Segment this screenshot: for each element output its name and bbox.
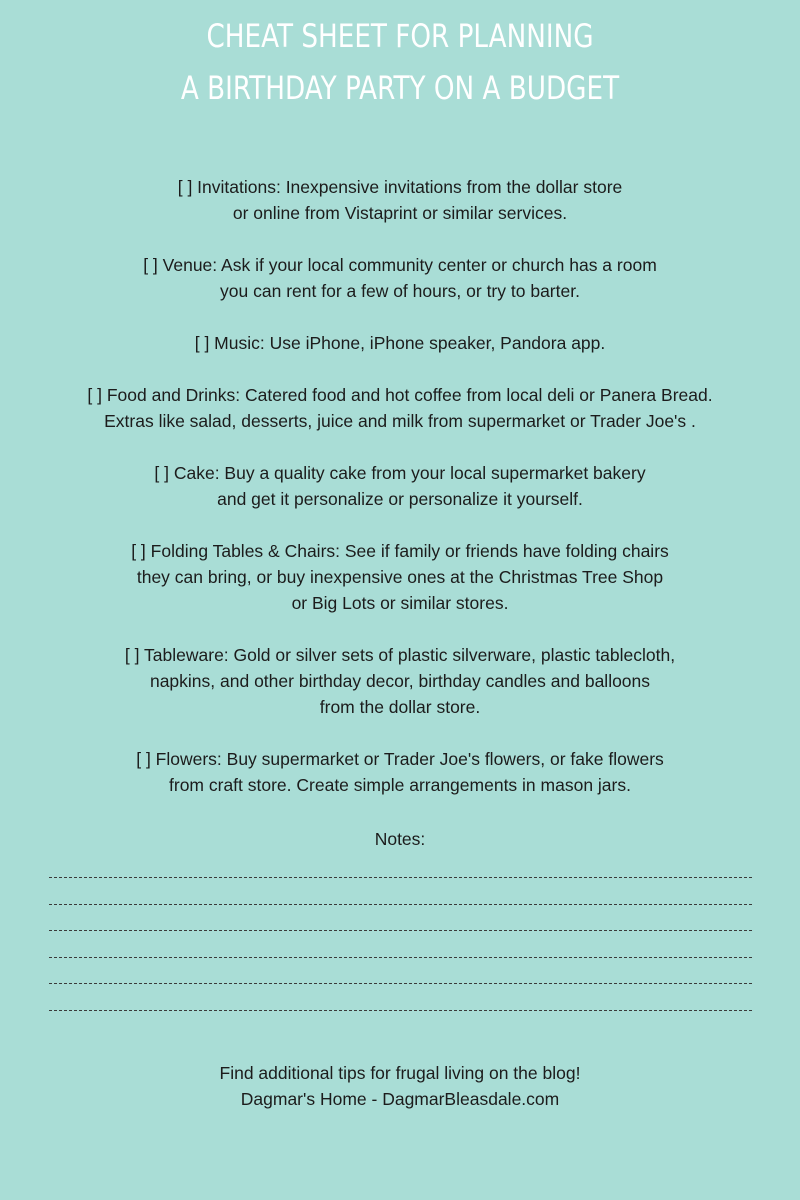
checklist-item-line: [ ] Flowers: Buy supermarket or Trader Joe's flowers, or fake flowers — [136, 749, 664, 769]
notes-dashed-line — [49, 930, 752, 931]
checklist-item-line: [ ] Folding Tables & Chairs: See if family or friends have folding chairs — [131, 541, 669, 561]
notes-dashed-line — [49, 957, 752, 958]
checklist-item-folding-tables-chairs — [0, 538, 800, 616]
footer — [0, 1060, 800, 1112]
checklist-item-line: napkins, and other birthday decor, birthday candles and balloons — [149, 671, 651, 691]
checklist-item-line: from craft store. Create simple arrangements in mason jars. — [169, 775, 631, 795]
notes-dashed-line — [49, 983, 752, 984]
notes-lines — [49, 877, 752, 1037]
checklist-item-line: [ ] Venue: Ask if your local community center or church has a room — [143, 255, 657, 275]
checklist-item-line: [ ] Music: Use iPhone, iPhone speaker, Pandora app. — [194, 333, 606, 353]
checklist-item-venue — [0, 252, 800, 304]
checklist-item-line: [ ] Invitations: Inexpensive invitations from the dollar store — [177, 177, 623, 197]
checklist-item-line: you can rent for a few of hours, or try to barter. — [220, 281, 580, 301]
checklist-item-food-and-drinks — [0, 382, 800, 434]
checklist-item-cake — [0, 460, 800, 512]
checklist-item-line: [ ] Food and Drinks: Catered food and hot coffee from local deli or Panera Bread. — [87, 385, 713, 405]
checklist-item-line: [ ] Cake: Buy a quality cake from your local supermarket bakery — [154, 463, 646, 483]
notes-dashed-line — [49, 904, 752, 905]
checklist-item-line: [ ] Tableware: Gold or silver sets of plastic silverware, plastic tablecloth, — [124, 645, 676, 665]
notes-label: Notes: — [374, 829, 426, 849]
checklist — [0, 174, 800, 824]
notes-dashed-line — [49, 1010, 752, 1011]
page-title — [72, 10, 728, 114]
checklist-item-line: or online from Vistaprint or similar services. — [232, 203, 568, 223]
footer-tip: Find additional tips for frugal living on the blog! — [219, 1063, 581, 1083]
checklist-item-invitations — [0, 174, 800, 226]
notes-dashed-line — [49, 877, 752, 878]
title-line-1: CHEAT SHEET FOR PLANNING — [206, 17, 594, 55]
checklist-item-line: from the dollar store. — [319, 697, 481, 717]
checklist-item-tableware — [0, 642, 800, 720]
checklist-item-line: and get it personalize or personalize it yourself. — [217, 489, 583, 509]
footer-site: Dagmar's Home - DagmarBleasdale.com — [240, 1089, 560, 1109]
checklist-item-music — [0, 330, 800, 356]
checklist-item-line: they can bring, or buy inexpensive ones at the Christmas Tree Shop — [136, 567, 664, 587]
checklist-item-line: or Big Lots or similar stores. — [291, 593, 509, 613]
title-line-2: A BIRTHDAY PARTY ON A BUDGET — [180, 69, 620, 107]
checklist-item-line: Extras like salad, desserts, juice and milk from supermarket or Trader Joe's . — [104, 411, 696, 431]
checklist-item-flowers — [0, 746, 800, 798]
